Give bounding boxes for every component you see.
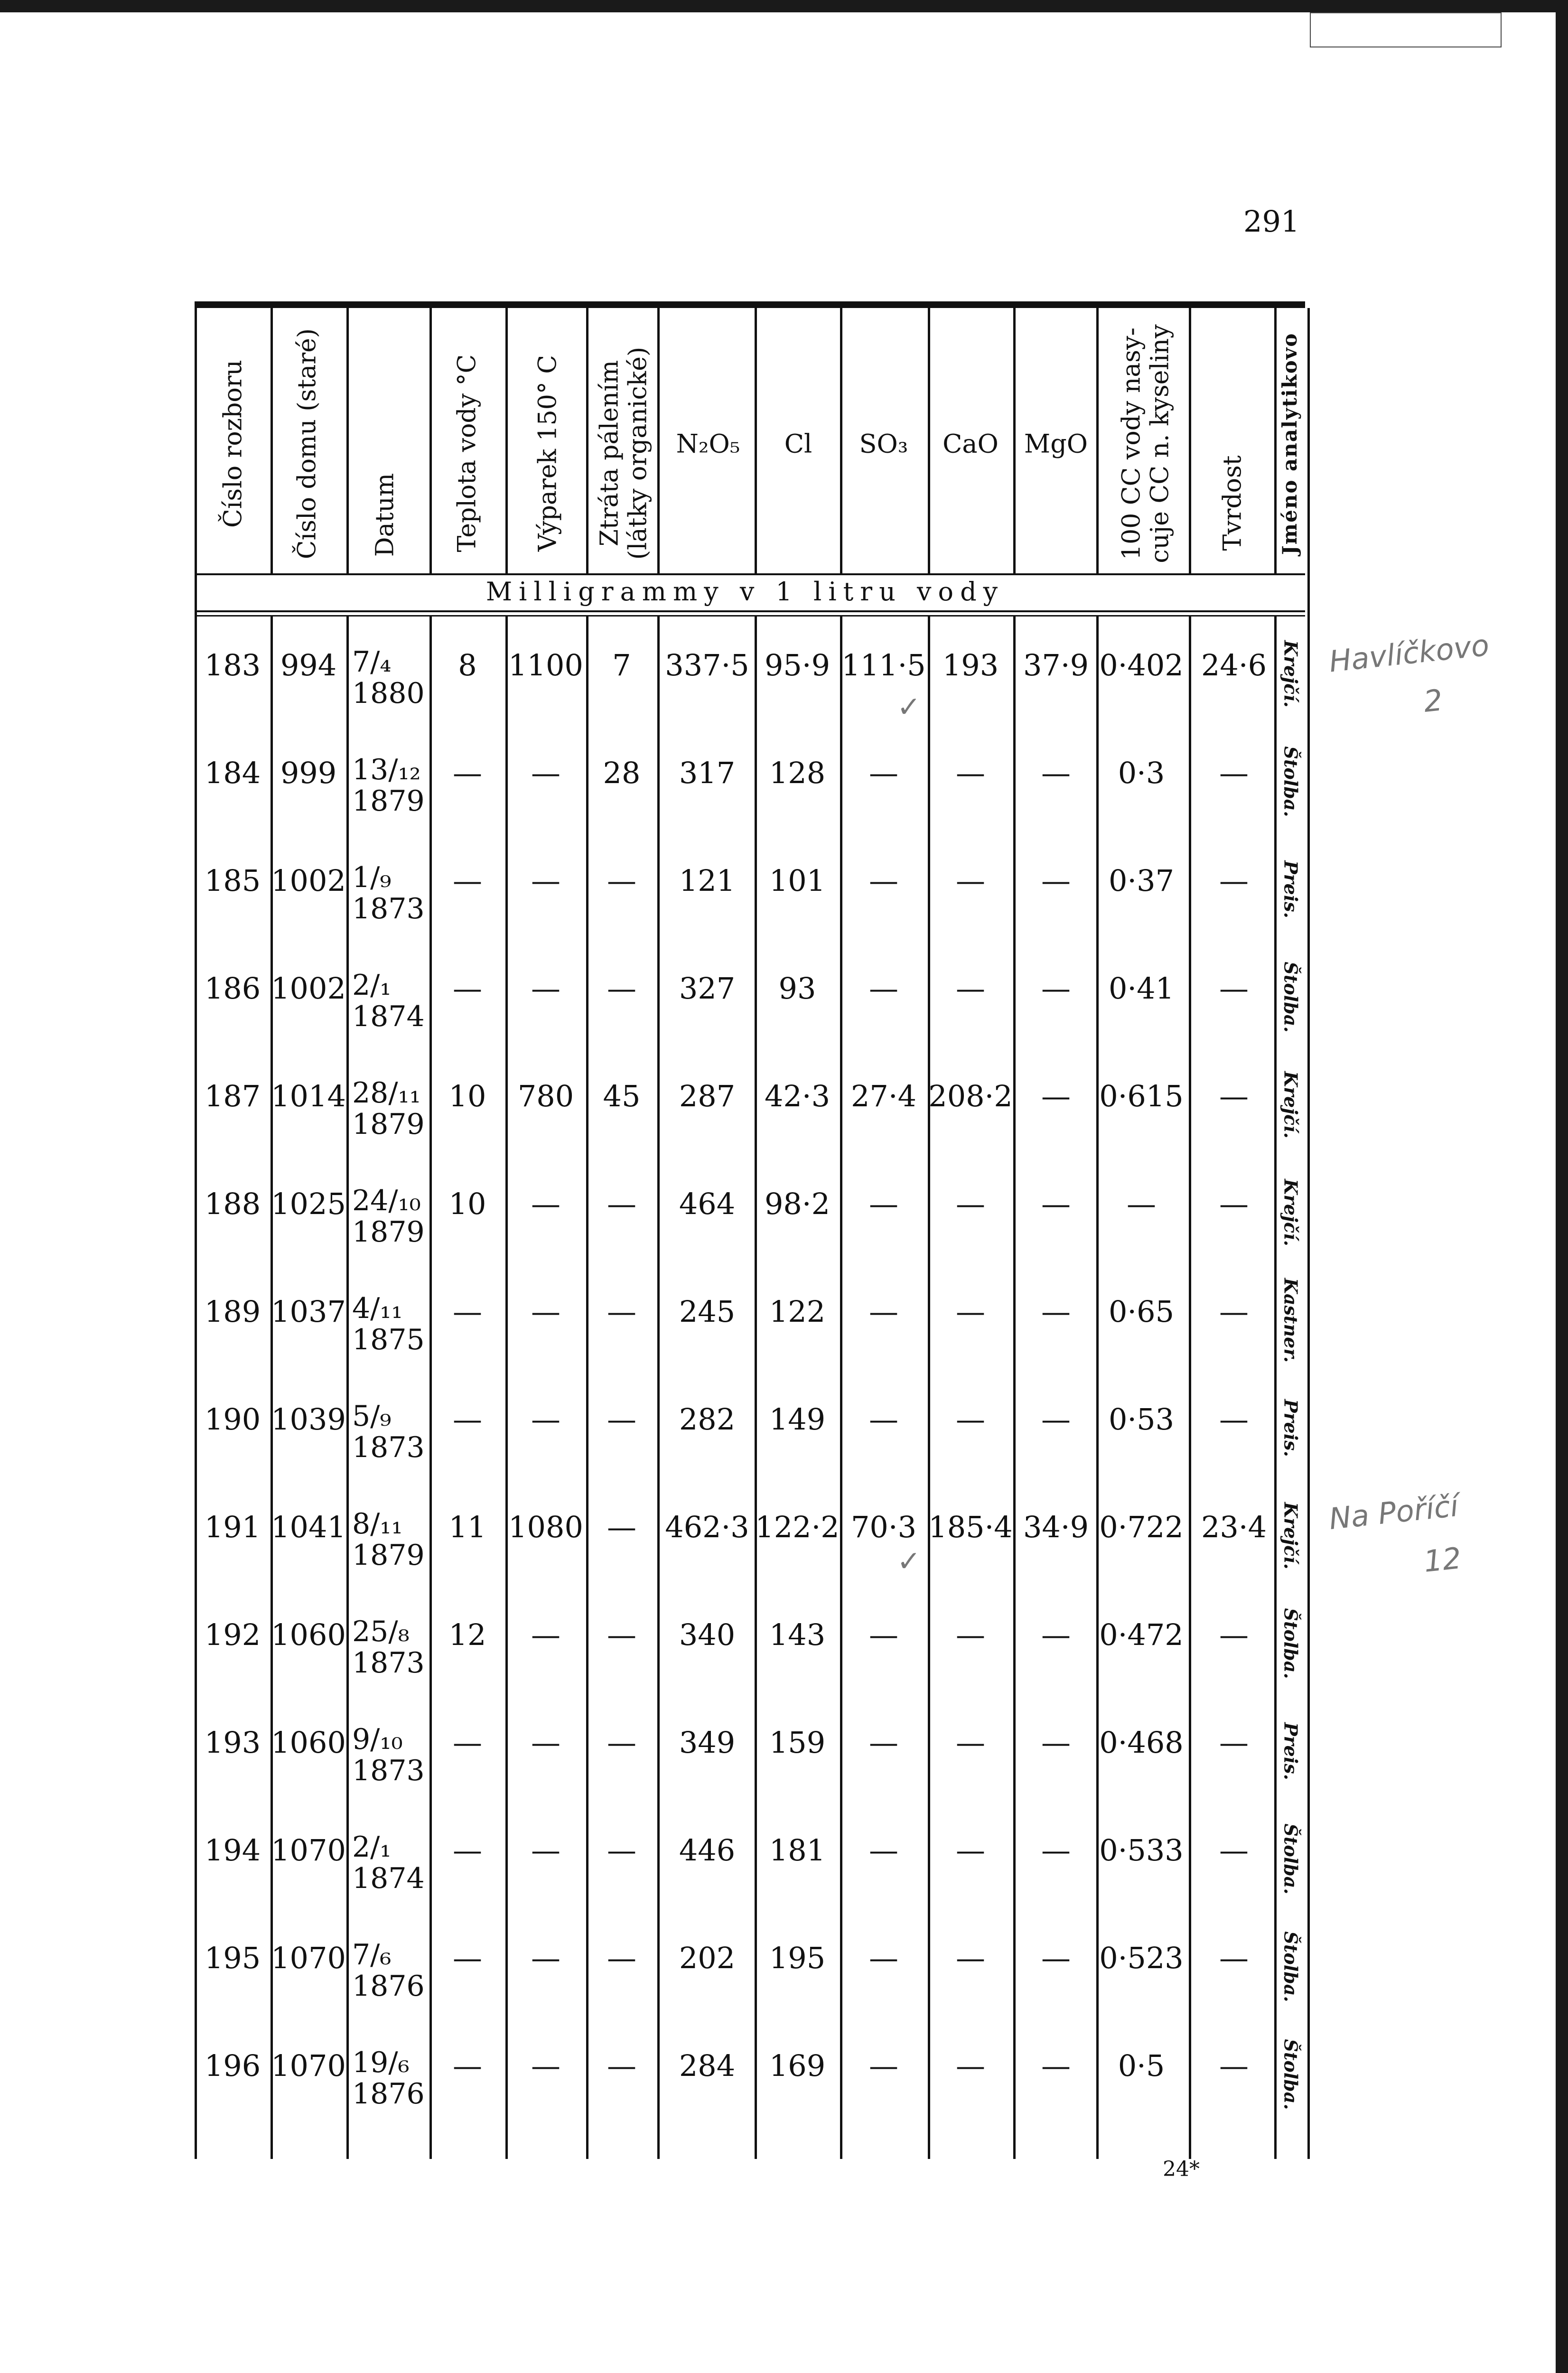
cell-acid: 0·523 — [1099, 1941, 1184, 1975]
margin-mark — [1310, 12, 1502, 47]
cell-cl: 101 — [769, 863, 826, 898]
cell-ztrata: — — [607, 1833, 636, 1868]
cell-cao: — — [956, 1186, 985, 1221]
cell-so3: 27·4 — [850, 1079, 917, 1113]
cell-ztrata: 45 — [603, 1079, 641, 1113]
column-rule — [1096, 308, 1099, 574]
scan-edge-top — [0, 0, 1568, 12]
cell-n2o5: 327 — [679, 971, 736, 1006]
cell-cl: 181 — [769, 1833, 826, 1868]
cell-house: 999 — [280, 756, 337, 790]
date-day-month: 1/₉ — [352, 861, 392, 894]
cell-house: 994 — [280, 648, 337, 682]
date-year: 1879 — [352, 1539, 425, 1572]
cell-analyst: Preis. — [1280, 1722, 1302, 1780]
printer-signature: 24* — [1163, 2157, 1200, 2181]
date-day-month: 9/₁₀ — [352, 1723, 403, 1756]
date-year: 1876 — [352, 2077, 425, 2111]
header-cl: Cl — [784, 429, 812, 459]
column-rule — [195, 308, 197, 2159]
cell-tvrdost: — — [1219, 1617, 1249, 1652]
cell-house: 1039 — [271, 1402, 346, 1437]
date-year: 1874 — [352, 1862, 425, 1895]
cell-tvrdost: — — [1219, 1294, 1249, 1329]
column-rule — [346, 308, 349, 574]
date-year: 1880 — [352, 677, 425, 710]
cell-mgo: — — [1041, 1617, 1071, 1652]
cell-n2o5: 282 — [679, 1402, 736, 1437]
cell-no: 183 — [204, 648, 261, 682]
column-rule — [271, 617, 273, 2159]
cell-so3: — — [869, 971, 898, 1006]
column-rule — [657, 617, 660, 2159]
cell-mgo: — — [1041, 863, 1071, 898]
cell-mgo: — — [1041, 1725, 1071, 1760]
date-year: 1873 — [352, 1646, 425, 1680]
date-year: 1879 — [352, 1108, 425, 1141]
date-year: 1873 — [352, 892, 425, 925]
cell-no: 192 — [204, 1617, 261, 1652]
cell-tvrdost: — — [1219, 1186, 1249, 1221]
date-day-month: 19/₆ — [352, 2046, 410, 2079]
cell-vyparek: 1100 — [508, 648, 583, 682]
cell-acid: 0·472 — [1099, 1617, 1184, 1652]
cell-analyst: Štolba. — [1280, 2039, 1302, 2110]
cell-acid: 0·402 — [1099, 648, 1184, 682]
cell-ztrata: — — [607, 1294, 636, 1329]
cell-vyparek: 780 — [517, 1079, 574, 1113]
cell-datum — [352, 1076, 425, 1141]
cell-analyst: Krejčí. — [1280, 1179, 1302, 1246]
cell-cao: 185·4 — [928, 1510, 1013, 1544]
cell-no: 184 — [204, 756, 261, 790]
cell-cl: 149 — [769, 1402, 826, 1437]
cell-cl: 93 — [778, 971, 816, 1006]
cell-ztrata: 7 — [612, 648, 631, 682]
cell-datum — [352, 753, 425, 818]
cell-mgo: — — [1041, 1941, 1071, 1975]
cell-mgo: — — [1041, 2048, 1071, 2083]
column-rule — [657, 308, 660, 574]
date-year: 1879 — [352, 1215, 425, 1249]
cell-house: 1025 — [271, 1186, 346, 1221]
cell-so3: 70·3 — [850, 1510, 917, 1544]
date-day-month: 7/₄ — [352, 645, 392, 679]
cell-cao: — — [956, 1402, 985, 1437]
cell-mgo: — — [1041, 971, 1071, 1006]
cell-mgo: — — [1041, 1833, 1071, 1868]
cell-n2o5: 121 — [679, 863, 736, 898]
cell-temp: — — [453, 1941, 482, 1975]
cell-cao: — — [956, 1833, 985, 1868]
header-datum: Datum — [371, 473, 400, 557]
date-year: 1873 — [352, 1431, 425, 1464]
column-rule — [586, 308, 588, 574]
header-ztrata-line1: Ztráta pálením — [595, 360, 624, 547]
column-rule — [1013, 308, 1016, 574]
date-day-month: 13/₁₂ — [352, 753, 421, 786]
cell-tvrdost: — — [1219, 1079, 1249, 1113]
column-rule — [840, 308, 842, 574]
column-rule — [346, 617, 349, 2159]
header-kyselina-line2: cuje CC n. kyseliny — [1146, 324, 1175, 563]
column-rule — [928, 617, 930, 2159]
header-analytik: Jméno analytikovo — [1278, 332, 1301, 555]
cell-tvrdost: — — [1219, 1941, 1249, 1975]
cell-n2o5: 337·5 — [665, 648, 749, 682]
cell-acid: 0·41 — [1108, 971, 1175, 1006]
cell-n2o5: 340 — [679, 1617, 736, 1652]
margin-note-1-number: 2 — [1422, 682, 1445, 719]
cell-tvrdost: — — [1219, 863, 1249, 898]
cell-ztrata: — — [607, 1510, 636, 1544]
cell-analyst: Štolba. — [1280, 962, 1302, 1033]
cell-tvrdost: — — [1219, 971, 1249, 1006]
date-day-month: 5/₉ — [352, 1400, 392, 1433]
date-year: 1873 — [352, 1754, 425, 1787]
cell-mgo: — — [1041, 756, 1071, 790]
column-rule — [1274, 308, 1277, 574]
cell-cao: — — [956, 2048, 985, 2083]
header-vyparek: Výparek 150° C — [533, 355, 562, 552]
cell-temp: — — [453, 1833, 482, 1868]
cell-house: 1037 — [271, 1294, 346, 1329]
page-number: 291 — [1243, 204, 1300, 239]
cell-acid: 0·722 — [1099, 1510, 1184, 1544]
column-rule — [429, 308, 432, 574]
cell-vyparek: — — [531, 1402, 560, 1437]
cell-datum — [352, 1725, 425, 1785]
cell-temp: — — [453, 1725, 482, 1760]
cell-cl: 128 — [769, 756, 826, 790]
units-bottom-rule — [195, 610, 1305, 612]
cell-mgo: — — [1041, 1079, 1071, 1113]
cell-vyparek: 1080 — [508, 1510, 583, 1544]
cell-analyst: Preis. — [1280, 860, 1302, 918]
cell-vyparek: — — [531, 1617, 560, 1652]
cell-house: 1060 — [271, 1617, 346, 1652]
date-day-month: 2/₁ — [352, 969, 392, 1002]
cell-cao: — — [956, 1725, 985, 1760]
column-rule — [505, 617, 508, 2159]
cell-datum — [352, 1615, 425, 1680]
cell-tvrdost: — — [1219, 2048, 1249, 2083]
cell-ztrata: — — [607, 1617, 636, 1652]
cell-cl: 159 — [769, 1725, 826, 1760]
date-day-month: 2/₁ — [352, 1831, 392, 1864]
column-rule — [1189, 617, 1191, 2159]
cell-vyparek: — — [531, 1941, 560, 1975]
cell-acid: 0·53 — [1108, 1402, 1175, 1437]
cell-no: 190 — [204, 1402, 261, 1437]
cell-no: 193 — [204, 1725, 261, 1760]
cell-datum — [352, 1938, 425, 2003]
cell-analyst: Krejčí. — [1280, 1071, 1302, 1139]
cell-acid: 0·65 — [1108, 1294, 1175, 1329]
cell-no: 185 — [204, 863, 261, 898]
header-kyselina-line1: 100 CC vody nasy- — [1117, 327, 1146, 560]
cell-acid: 0·615 — [1099, 1079, 1184, 1113]
cell-temp: 11 — [448, 1510, 486, 1544]
cell-acid: 0·37 — [1108, 863, 1175, 898]
header-tvrdost: Tvrdost — [1218, 455, 1247, 551]
date-day-month: 4/₁₁ — [352, 1292, 403, 1325]
cell-ztrata: — — [607, 1186, 636, 1221]
cell-tvrdost: — — [1219, 756, 1249, 790]
cell-temp: — — [453, 1402, 482, 1437]
cell-mgo: — — [1041, 1402, 1071, 1437]
date-year: 1875 — [352, 1323, 425, 1356]
margin-note-2-number: 12 — [1422, 1541, 1463, 1579]
cell-datum — [352, 1402, 425, 1462]
date-day-month: 7/₆ — [352, 1938, 392, 1971]
cell-analyst: Kastner. — [1280, 1278, 1302, 1363]
cell-cao: 193 — [942, 648, 999, 682]
cell-acid: 0·5 — [1118, 2048, 1165, 2083]
cell-tvrdost: — — [1219, 1402, 1249, 1437]
cell-so3: — — [869, 1833, 898, 1868]
cell-cl: 42·3 — [764, 1079, 831, 1113]
cell-ztrata: — — [607, 971, 636, 1006]
cell-n2o5: 462·3 — [665, 1510, 749, 1544]
cell-datum — [352, 971, 425, 1031]
cell-vyparek: — — [531, 863, 560, 898]
column-rule — [755, 308, 757, 574]
cell-cl: 98·2 — [764, 1186, 831, 1221]
column-rule — [429, 617, 432, 2159]
column-rule — [840, 617, 842, 2159]
cell-vyparek: — — [531, 756, 560, 790]
cell-cao: — — [956, 971, 985, 1006]
header-cislo-domu: Číslo domu (staré) — [293, 328, 322, 560]
cell-acid: 0·3 — [1118, 756, 1165, 790]
cell-so3: — — [869, 1725, 898, 1760]
cell-no: 186 — [204, 971, 261, 1006]
cell-ztrata: 28 — [603, 756, 641, 790]
column-rule — [1013, 617, 1016, 2159]
cell-temp: 10 — [448, 1079, 486, 1113]
cell-so3: — — [869, 756, 898, 790]
cell-vyparek: — — [531, 1294, 560, 1329]
cell-ztrata: — — [607, 863, 636, 898]
cell-no: 189 — [204, 1294, 261, 1329]
cell-analyst: Štolba. — [1280, 1608, 1302, 1679]
cell-analyst: Preis. — [1280, 1399, 1302, 1457]
cell-cao: — — [956, 1941, 985, 1975]
cell-acid: — — [1127, 1186, 1156, 1221]
cell-temp: — — [453, 2048, 482, 2083]
cell-n2o5: 464 — [679, 1186, 736, 1221]
cell-n2o5: 349 — [679, 1725, 736, 1760]
cell-temp: — — [453, 756, 482, 790]
cell-house: 1070 — [271, 1833, 346, 1868]
cell-datum — [352, 1833, 425, 1893]
cell-tvrdost: 23·4 — [1201, 1510, 1267, 1544]
cell-cl: 143 — [769, 1617, 826, 1652]
cell-mgo: — — [1041, 1186, 1071, 1221]
column-rule — [271, 308, 273, 574]
header-bottom-rule — [195, 573, 1305, 575]
cell-tvrdost: — — [1219, 1725, 1249, 1760]
cell-datum — [352, 645, 425, 710]
column-rule — [1307, 308, 1310, 2159]
cell-house: 1014 — [271, 1079, 346, 1113]
cell-analyst: Štolba. — [1280, 746, 1302, 817]
cell-tvrdost: — — [1219, 1833, 1249, 1868]
cell-cl: 195 — [769, 1941, 826, 1975]
cell-vyparek: — — [531, 2048, 560, 2083]
cell-house: 1041 — [271, 1510, 346, 1544]
cell-house: 1060 — [271, 1725, 346, 1760]
column-rule — [1274, 617, 1277, 2159]
cell-no: 191 — [204, 1510, 261, 1544]
cell-so3: — — [869, 1941, 898, 1975]
cell-no: 188 — [204, 1186, 261, 1221]
cell-cao: — — [956, 756, 985, 790]
cell-n2o5: 284 — [679, 2048, 736, 2083]
date-year: 1874 — [352, 1000, 425, 1033]
cell-cao: — — [956, 1617, 985, 1652]
cell-mgo: 34·9 — [1023, 1510, 1089, 1544]
margin-note-2: Na Poříčí — [1327, 1488, 1460, 1537]
cell-house: 1070 — [271, 2048, 346, 2083]
column-rule — [755, 617, 757, 2159]
pencil-checkmark: ✓ — [897, 1545, 921, 1578]
cell-analyst: Štolba. — [1280, 1823, 1302, 1895]
units-bottom-rule-2 — [195, 615, 1305, 617]
cell-n2o5: 317 — [679, 756, 736, 790]
cell-temp: — — [453, 1294, 482, 1329]
cell-temp: 8 — [458, 648, 477, 682]
cell-mgo: 37·9 — [1023, 648, 1089, 682]
cell-temp: 10 — [448, 1186, 486, 1221]
header-cao: CaO — [943, 429, 999, 459]
cell-so3: — — [869, 863, 898, 898]
cell-temp: 12 — [448, 1617, 486, 1652]
cell-analyst: Krejčí. — [1280, 1502, 1302, 1570]
cell-so3: — — [869, 1617, 898, 1652]
cell-datum — [352, 2046, 425, 2111]
cell-analyst: Krejčí. — [1280, 640, 1302, 708]
cell-cl: 169 — [769, 2048, 826, 2083]
column-rule — [586, 617, 588, 2159]
cell-so3: — — [869, 2048, 898, 2083]
cell-so3: — — [869, 1186, 898, 1221]
column-rule — [1096, 617, 1099, 2159]
cell-no: 194 — [204, 1833, 261, 1868]
column-rule — [928, 308, 930, 574]
cell-house: 1002 — [271, 971, 346, 1006]
cell-temp: — — [453, 971, 482, 1006]
table-top-rule — [195, 301, 1305, 308]
cell-tvrdost: 24·6 — [1201, 648, 1267, 682]
cell-cao: 208·2 — [928, 1079, 1013, 1113]
cell-datum — [352, 863, 425, 923]
cell-so3: — — [869, 1294, 898, 1329]
cell-no: 195 — [204, 1941, 261, 1975]
header-mgo: MgO — [1024, 429, 1088, 459]
pencil-checkmark: ✓ — [897, 691, 921, 724]
cell-ztrata: — — [607, 1725, 636, 1760]
date-day-month: 25/₈ — [352, 1615, 410, 1648]
cell-ztrata: — — [607, 1941, 636, 1975]
cell-vyparek: — — [531, 1833, 560, 1868]
cell-ztrata: — — [607, 1402, 636, 1437]
cell-datum — [352, 1294, 425, 1354]
header-ztrata-line2: (látky organické) — [624, 346, 653, 560]
date-day-month: 24/₁₀ — [352, 1184, 421, 1217]
cell-cl: 95·9 — [764, 648, 831, 682]
margin-note-1: Havlíčkovo — [1327, 627, 1491, 679]
cell-ztrata: — — [607, 2048, 636, 2083]
cell-so3: — — [869, 1402, 898, 1437]
cell-temp: — — [453, 863, 482, 898]
cell-no: 187 — [204, 1079, 261, 1113]
cell-datum — [352, 1507, 425, 1572]
cell-acid: 0·533 — [1099, 1833, 1184, 1868]
cell-mgo: — — [1041, 1294, 1071, 1329]
cell-acid: 0·468 — [1099, 1725, 1184, 1760]
header-n2o5: N₂O₅ — [676, 429, 740, 459]
cell-house: 1070 — [271, 1941, 346, 1975]
column-rule — [505, 308, 508, 574]
cell-cl: 122 — [769, 1294, 826, 1329]
header-cislo-rozboru: Číslo rozboru — [219, 359, 248, 528]
cell-no: 196 — [204, 2048, 261, 2083]
cell-analyst: Štolba. — [1280, 1931, 1302, 2002]
cell-house: 1002 — [271, 863, 346, 898]
column-rule — [1189, 308, 1191, 574]
cell-datum — [352, 1184, 425, 1249]
date-day-month: 8/₁₁ — [352, 1507, 403, 1541]
cell-n2o5: 287 — [679, 1079, 736, 1113]
cell-vyparek: — — [531, 971, 560, 1006]
cell-n2o5: 446 — [679, 1833, 736, 1868]
cell-vyparek: — — [531, 1725, 560, 1760]
cell-vyparek: — — [531, 1186, 560, 1221]
header-so3: SO₃ — [859, 429, 908, 459]
cell-n2o5: 245 — [679, 1294, 736, 1329]
scan-edge-right — [1556, 0, 1568, 2373]
date-year: 1876 — [352, 1970, 425, 2003]
units-row: Milligrammy v 1 litru vody — [485, 577, 1005, 607]
cell-cao: — — [956, 863, 985, 898]
header-teplota: Teplota vody °C — [453, 354, 482, 552]
date-year: 1879 — [352, 785, 425, 818]
cell-so3: 111·5 — [841, 648, 926, 682]
cell-n2o5: 202 — [679, 1941, 736, 1975]
date-day-month: 28/₁₁ — [352, 1076, 421, 1110]
cell-cl: 122·2 — [755, 1510, 840, 1544]
cell-cao: — — [956, 1294, 985, 1329]
